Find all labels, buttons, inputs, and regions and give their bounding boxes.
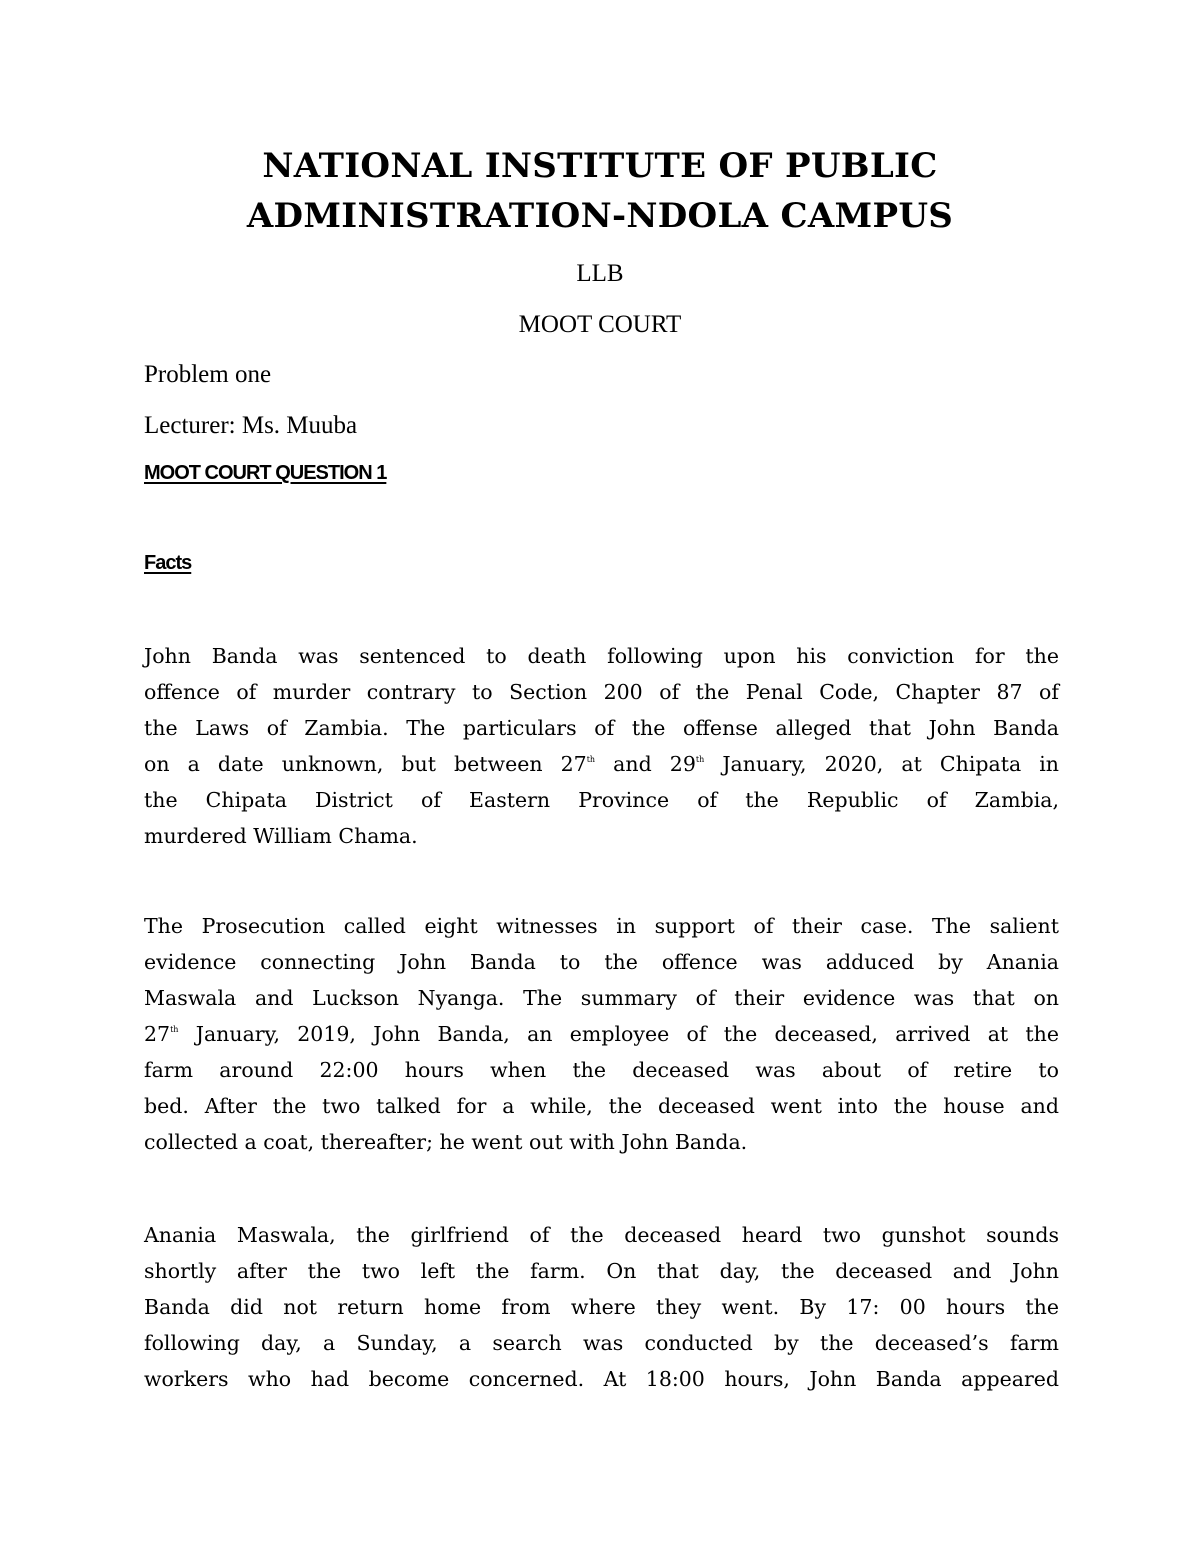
line-segment: on a date unknown, but between 27 [144, 752, 587, 776]
facts-paragraph-3 [144, 1217, 1059, 1397]
paragraph-line [144, 1016, 1059, 1052]
paragraph-line [144, 746, 1059, 782]
facts-heading: Facts [144, 552, 192, 574]
line-segment: and 29 [595, 752, 696, 776]
paragraph-line: Banda did not return home from where they went. By 17: 00 hours the [144, 1295, 1059, 1319]
line-segment: January, 2019, John Banda, an employee of the deceased, arrived at the [178, 1022, 1059, 1046]
document-title-line-2: ADMINISTRATION-NDOLA CAMPUS [246, 196, 954, 236]
facts-paragraph-2 [144, 908, 1059, 1160]
ordinal-suffix: th [586, 755, 596, 764]
paragraph-line: bed. After the two talked for a while, the deceased went into the house and [144, 1094, 1059, 1118]
ordinal-suffix: th [170, 1025, 179, 1034]
paragraph-line: following day, a Sunday, a search was conducted by the deceased’s farm [144, 1331, 1059, 1355]
paragraph-line: The Prosecution called eight witnesses in support of their case. The salient [144, 914, 1059, 938]
document-title-line-1: NATIONAL INSTITUTE OF PUBLIC [262, 146, 938, 186]
paragraph-line: Maswala and Luckson Nyanga. The summary of their evidence was that on [144, 986, 1059, 1010]
paragraph-line: the Laws of Zambia. The particulars of the offense alleged that John Banda [144, 716, 1059, 740]
paragraph-line: workers who had become concerned. At 18:00 hours, John Banda appeared [144, 1367, 1059, 1391]
paragraph-line: farm around 22:00 hours when the deceased was about of retire to [144, 1058, 1059, 1082]
ordinal-suffix: th [695, 755, 705, 764]
paragraph-line: the Chipata District of Eastern Province of the Republic of Zambia, [144, 788, 1059, 812]
problem-label: Problem one [144, 361, 272, 388]
lecturer-label: Lecturer: Ms. Muuba [144, 412, 358, 439]
paragraph-line: shortly after the two left the farm. On that day, the deceased and John [144, 1259, 1059, 1283]
question-heading: MOOT COURT QUESTION 1 [144, 462, 387, 484]
facts-paragraph-1 [144, 638, 1059, 854]
paragraph-line: murdered William Chama. [144, 824, 418, 848]
paragraph-line: collected a coat, thereafter; he went out with John Banda. [144, 1130, 748, 1154]
line-segment: January, 2020, at Chipata in [704, 752, 1060, 776]
paragraph-line: offence of murder contrary to Section 200 of the Penal Code, Chapter 87 of [144, 680, 1059, 704]
course-label: MOOT COURT [518, 311, 682, 338]
paragraph-line: evidence connecting John Banda to the offence was adduced by Anania [144, 950, 1059, 974]
paragraph-line: John Banda was sentenced to death following upon his conviction for the [144, 644, 1059, 668]
paragraph-line: Anania Maswala, the girlfriend of the deceased heard two gunshot sounds [144, 1223, 1059, 1247]
program-label: LLB [576, 260, 624, 287]
line-segment: 27 [144, 1022, 171, 1046]
